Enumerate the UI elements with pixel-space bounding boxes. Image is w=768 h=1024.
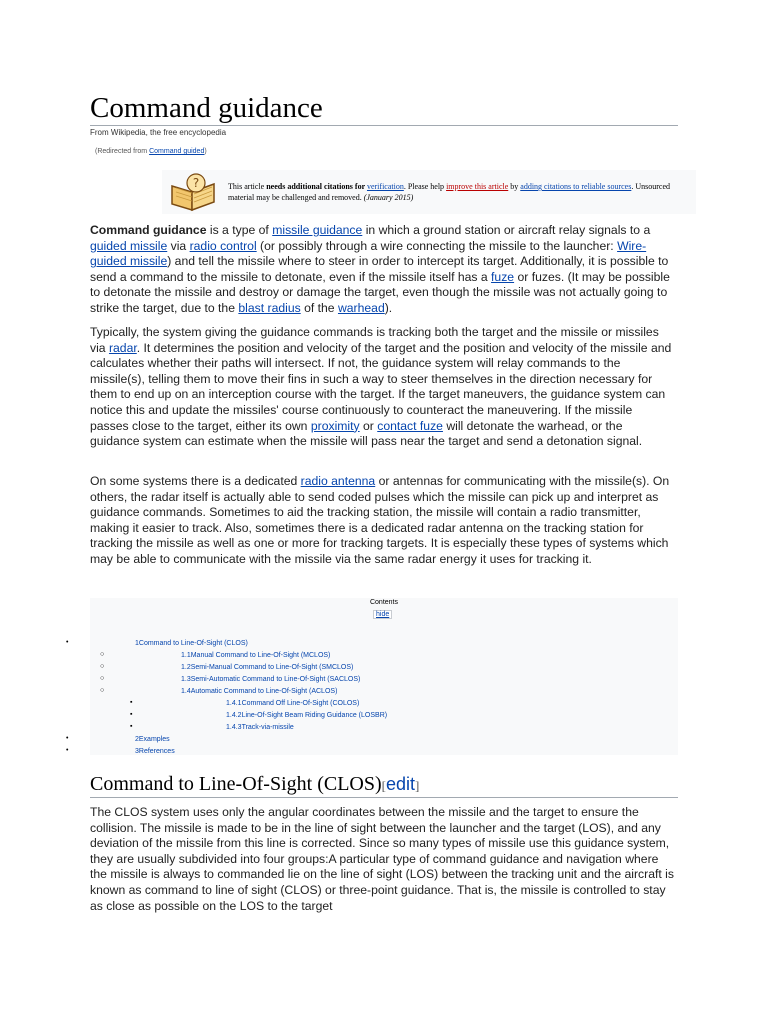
link-fuze[interactable]: fuze <box>491 269 515 284</box>
notice-text-1: This article <box>228 182 267 191</box>
redirect-prefix: (Redirected from <box>95 148 150 155</box>
toc-item-4[interactable]: 1.3Semi-Automatic Command to Line-Of-Sight (SACLOS) <box>181 676 361 683</box>
toc-item-6[interactable]: 1.4.1Command Off Line-Of-Sight (COLOS) <box>226 700 360 707</box>
notice-bold: needs additional citations for <box>266 182 367 191</box>
text: or antennas for communicating with the missile(s). On others, the radar itself is actually able to send coded pulses which the missile can pick up and interpret as guidance commands. Sometimes to aid the tracking station, the missile will contain a radio transmitter, making it easier to track. Also, sometimes there is a dedicated radar antenna on the tracking station for tracking the missile as well as one or more for tracking targets. It is especially these types of systems which may be able to communicate with the missile via the same radar energy it uses for tracking it. <box>90 474 670 566</box>
toc-hide-button[interactable]: hide <box>373 610 392 619</box>
redirect-suffix: ) <box>204 148 207 155</box>
text: Typically, the system giving the guidance commands is tracking both the target and the missile or missiles via <box>90 325 659 355</box>
text: . It determines the position and velocity of the target and the position and velocity of the missile and calculates whether their paths will intersect. If not, the guidance system will relay commands to the missile(s), telling them to move their fins in such a way to steer themselves in the direction necessary for them to end up on an interception course with the target. If the target maneuvers, the guidance system can notice this and update the missiles' course continuously to counteract the maneuvering. If the missile passes close to the target, either its own <box>90 340 672 433</box>
book-question-icon <box>168 172 220 212</box>
adding-citations-link[interactable]: adding citations to reliable sources <box>520 182 632 191</box>
toc-bullet: ▪ <box>130 723 133 730</box>
toc-bullet: ○ <box>100 675 105 682</box>
section-paragraph: The CLOS system uses only the angular coordinates between the missile and the target to ensure the collision. The missile is made to be in the line of sight between the launcher and the target (LOS), and any deviation of the missile from this line is corrected. Since so many types of missile use this guidance system, they are usually subdivided into four groups:A particular type of command guidance and navigation where the missile is always to commanded lie on the line of sight (LOS) between the tracking unit and the aircraft is known as command to line of sight (CLOS) or three-point guidance. That is, the missile is controlled to stay as close as possible on the LOS to the target <box>90 805 674 913</box>
notice-date: (January 2015) <box>363 193 414 202</box>
link-radio-control[interactable]: radio control <box>189 238 257 253</box>
section-heading-text: Command to Line-Of-Sight (CLOS) <box>90 773 382 795</box>
text: (or possibly through a wire connecting the missile to the launcher: <box>256 238 618 253</box>
link-wire-guided-missile[interactable]: Wire-guided missile <box>90 238 647 269</box>
tagline: From Wikipedia, the free encyclopedia <box>90 128 227 137</box>
text: On some systems there is a dedicated <box>90 474 301 488</box>
toc-bullet: ▪ <box>130 711 133 718</box>
toc-bullet: • <box>66 735 69 742</box>
edit-section-link[interactable]: edit <box>385 774 416 794</box>
text: via <box>167 238 190 253</box>
toc-item-3[interactable]: 1.2Semi-Manual Command to Line-Of-Sight (SMCLOS) <box>181 664 354 671</box>
section-heading <box>90 771 419 799</box>
link-warhead[interactable]: warhead <box>337 300 385 315</box>
bold-term: Command guidance <box>90 223 207 237</box>
title-divider <box>90 125 678 126</box>
edit-bracket: [ <box>381 778 386 793</box>
redirect-link[interactable]: Command guided <box>149 148 205 155</box>
notice-text-4: . Unsourced material may be challenged and removed. <box>228 182 670 202</box>
svg-text:?: ? <box>192 176 200 190</box>
toc-item-2[interactable]: 1.1Manual Command to Line-Of-Sight (MCLOS) <box>181 652 331 659</box>
text: of the <box>300 300 338 315</box>
citation-notice-text <box>228 181 690 203</box>
toc-bullet: ○ <box>100 651 105 658</box>
notice-text-3: by <box>508 182 521 191</box>
toc-item-9[interactable]: 2Examples <box>135 736 170 743</box>
toc-bullet: • <box>66 639 69 646</box>
edit-bracket: ] <box>415 778 420 793</box>
page-title: Command guidance <box>90 92 323 124</box>
toc-item-7[interactable]: 1.4.2Line-Of-Sight Beam Riding Guidance (LOSBR) <box>226 712 388 719</box>
link-missile-guidance[interactable]: missile guidance <box>272 223 363 237</box>
link-guided-missile[interactable]: guided missile <box>90 238 168 253</box>
toc-item-5[interactable]: 1.4Automatic Command to Line-Of-Sight (ACLOS) <box>181 688 338 695</box>
toc-bullet: ○ <box>100 687 105 694</box>
toc-bullet: ○ <box>100 663 105 670</box>
toc-bullet: • <box>66 747 69 754</box>
table-of-contents <box>90 598 678 755</box>
link-proximity[interactable]: proximity <box>310 418 360 433</box>
toc-title: Contents <box>369 599 399 606</box>
section-divider <box>90 797 678 798</box>
link-blast-radius[interactable]: blast radius <box>238 300 301 315</box>
link-radar[interactable]: radar <box>108 340 137 355</box>
text: is a type of <box>206 223 273 237</box>
notice-text-2: . Please help <box>403 182 447 191</box>
redirect-note <box>95 148 207 155</box>
improve-article-link[interactable]: improve this article <box>446 182 509 191</box>
body-paragraph <box>90 474 674 568</box>
verification-link[interactable]: verification <box>366 182 404 191</box>
link-radio-antenna[interactable]: radio antenna <box>300 474 376 488</box>
link-contact-fuze[interactable]: contact fuze <box>377 418 443 433</box>
text: ). <box>384 300 393 315</box>
citation-notice-box <box>162 170 696 214</box>
text: or <box>359 418 378 433</box>
text: ) and tell the missile where to steer in order to intercept its target. Additionally, it is possible to send a command to the missile to detonate, even if the missile itself has a <box>90 254 669 284</box>
toc-item-8[interactable]: 1.4.3Track-via-missile <box>226 724 294 731</box>
text: or fuzes. (It may be possible to detonate the missile and destroy or damage the target, even though the missile was not actually going to strike the target, due to the <box>90 269 670 315</box>
toc-item-1[interactable]: 1Command to Line-Of-Sight (CLOS) <box>135 640 248 647</box>
text: in which a ground station or aircraft relay signals to a <box>362 223 651 237</box>
text: will detonate the warhead, or the guidance system can estimate when the missile will pass near the target and send a detonation signal. <box>90 418 643 449</box>
toc-bullet: ▪ <box>130 699 133 706</box>
toc-item-10[interactable]: 3References <box>135 748 175 755</box>
intro-paragraph <box>90 223 674 317</box>
body-paragraph <box>90 325 674 450</box>
